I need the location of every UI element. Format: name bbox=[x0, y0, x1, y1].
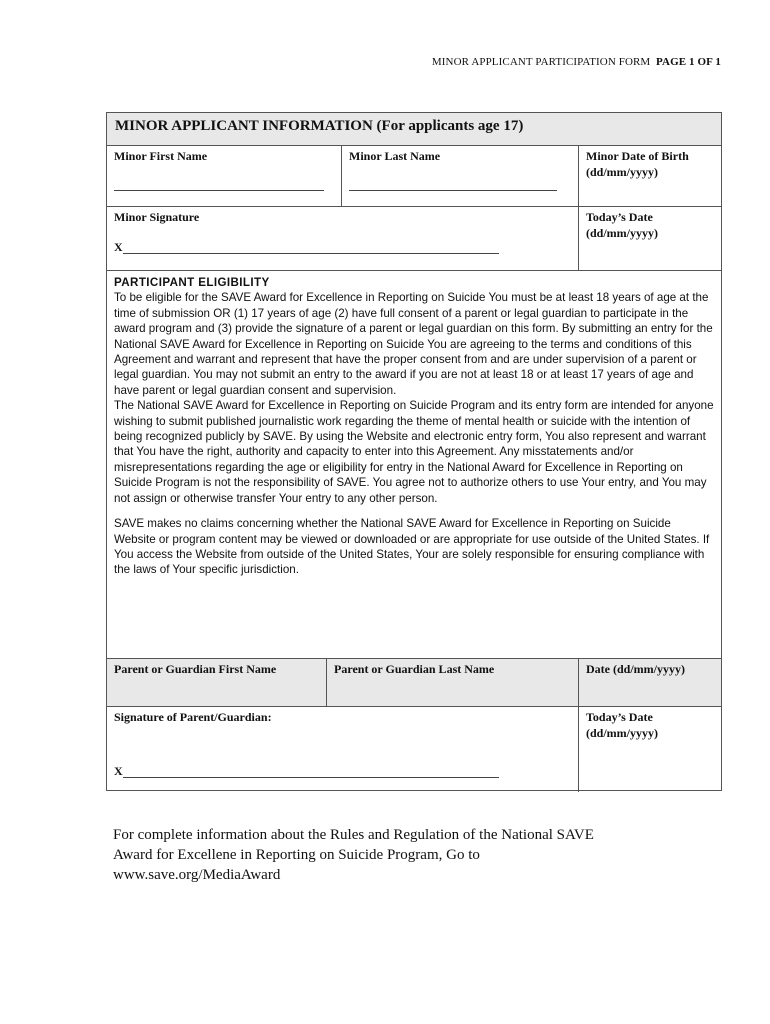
footer-line-1: For complete information about the Rules and Regulation of the National SAVE bbox=[113, 827, 594, 843]
minor-signature-x: X bbox=[114, 240, 123, 254]
page-header bbox=[432, 56, 721, 68]
minor-name-row bbox=[107, 146, 721, 207]
footer-link[interactable]: www.save.org/MediaAward bbox=[113, 867, 281, 883]
form-name: MINOR APPLICANT PARTICIPATION FORM bbox=[431, 56, 651, 68]
minor-first-name-label: Minor First Name bbox=[114, 149, 208, 163]
parent-todays-date-cell[interactable] bbox=[578, 707, 721, 792]
parent-first-name-label: Parent or Guardian First Name bbox=[114, 662, 277, 676]
parent-last-name-cell[interactable] bbox=[326, 659, 578, 706]
minor-todays-date-format: (dd/mm/yyyy) bbox=[586, 226, 658, 240]
minor-last-name-field[interactable] bbox=[349, 190, 557, 191]
parent-signature-field[interactable] bbox=[123, 777, 499, 778]
minor-first-name-cell[interactable] bbox=[107, 146, 341, 206]
minor-signature-label: Minor Signature bbox=[114, 210, 200, 224]
minor-dob-label: Minor Date of Birth bbox=[586, 149, 689, 163]
eligibility-paragraph-3: SAVE makes no claims concerning whether the National SAVE Award for Excellence in Reporting on Suicide Website or program content may be viewed or downloaded or are appropriate for use outside of the United States. If You access the Website from outside of the United States, Your are solely responsible for ensuring compliance with the laws of Your specific jurisdiction. bbox=[114, 517, 710, 577]
minor-signature-row bbox=[107, 207, 721, 271]
parent-last-name-label: Parent or Guardian Last Name bbox=[334, 662, 495, 676]
footer-line-2: Award for Excellene in Reporting on Suicide Program, Go to bbox=[113, 847, 480, 863]
eligibility-text bbox=[114, 275, 715, 578]
eligibility-heading: PARTICIPANT ELIGIBILITY bbox=[114, 276, 270, 289]
minor-first-name-field[interactable] bbox=[114, 190, 324, 191]
parent-signature-x: X bbox=[114, 764, 123, 778]
parent-date-cell[interactable] bbox=[578, 659, 721, 706]
parent-todays-date-label: Today’s Date bbox=[586, 710, 653, 724]
parent-signature-label: Signature of Parent/Guardian: bbox=[114, 710, 272, 724]
minor-dob-format: (dd/mm/yyyy) bbox=[586, 165, 658, 179]
minor-signature-field[interactable] bbox=[123, 253, 499, 254]
parent-signature-cell[interactable] bbox=[107, 707, 578, 792]
minor-dob-cell[interactable] bbox=[578, 146, 721, 206]
minor-signature-cell[interactable] bbox=[107, 207, 578, 270]
section-title-row bbox=[107, 113, 721, 146]
parent-first-name-cell[interactable] bbox=[107, 659, 326, 706]
minor-last-name-label: Minor Last Name bbox=[349, 149, 441, 163]
minor-todays-date-label: Today’s Date bbox=[586, 210, 653, 224]
minor-todays-date-cell[interactable] bbox=[578, 207, 721, 270]
eligibility-section bbox=[107, 271, 721, 659]
eligibility-paragraph-2: The National SAVE Award for Excellence in Reporting on Suicide Program and its entry form are intended for anyone wishing to submit published journalistic work regarding the theme of mental health or suicide with the intention of being recognized publicly by SAVE. By using the Website and electronic entry form, You also represent and warrant that You have the right, authority and capacity to enter into this Agreement. Any misstatements and/or misrepresentations regarding the age or eligibility for entry in the National Award for Excellence in Reporting on Suicide Program is not the responsibility of SAVE. You agree not to authorize others to use Your entry, and You may not assign or otherwise transfer Your entry to any other person. bbox=[114, 399, 714, 505]
parent-todays-date-format: (dd/mm/yyyy) bbox=[586, 726, 658, 740]
parent-signature-row bbox=[107, 707, 721, 792]
footer-note bbox=[113, 825, 673, 885]
section-title: MINOR APPLICANT INFORMATION (For applicants age 17) bbox=[115, 118, 524, 134]
eligibility-paragraph-1: To be eligible for the SAVE Award for Excellence in Reporting on Suicide You must be at least 18 years of age at the time of submission OR (1) 17 years of age (2) have full consent of a parent or legal guardian to participate in the award program and (3) provide the signature of a parent or legal guardian on this form. By submitting an entry for the National SAVE Award for Excellence in Reporting on Suicide You are agreeing to the terms and conditions of this Agreement and warrant and represent that have the proper consent from and are under supervision of a parent or legal guardian. You may not submit an entry to the award if you are not at least 18 or at least 17 years of age and have parent or legal guardian consent and supervision. bbox=[114, 291, 713, 397]
page-number: PAGE 1 OF 1 bbox=[656, 56, 721, 68]
minor-last-name-cell[interactable] bbox=[341, 146, 578, 206]
parent-date-label: Date (dd/mm/yyyy) bbox=[586, 662, 685, 676]
parent-name-row bbox=[107, 659, 721, 707]
participation-form bbox=[106, 112, 722, 791]
